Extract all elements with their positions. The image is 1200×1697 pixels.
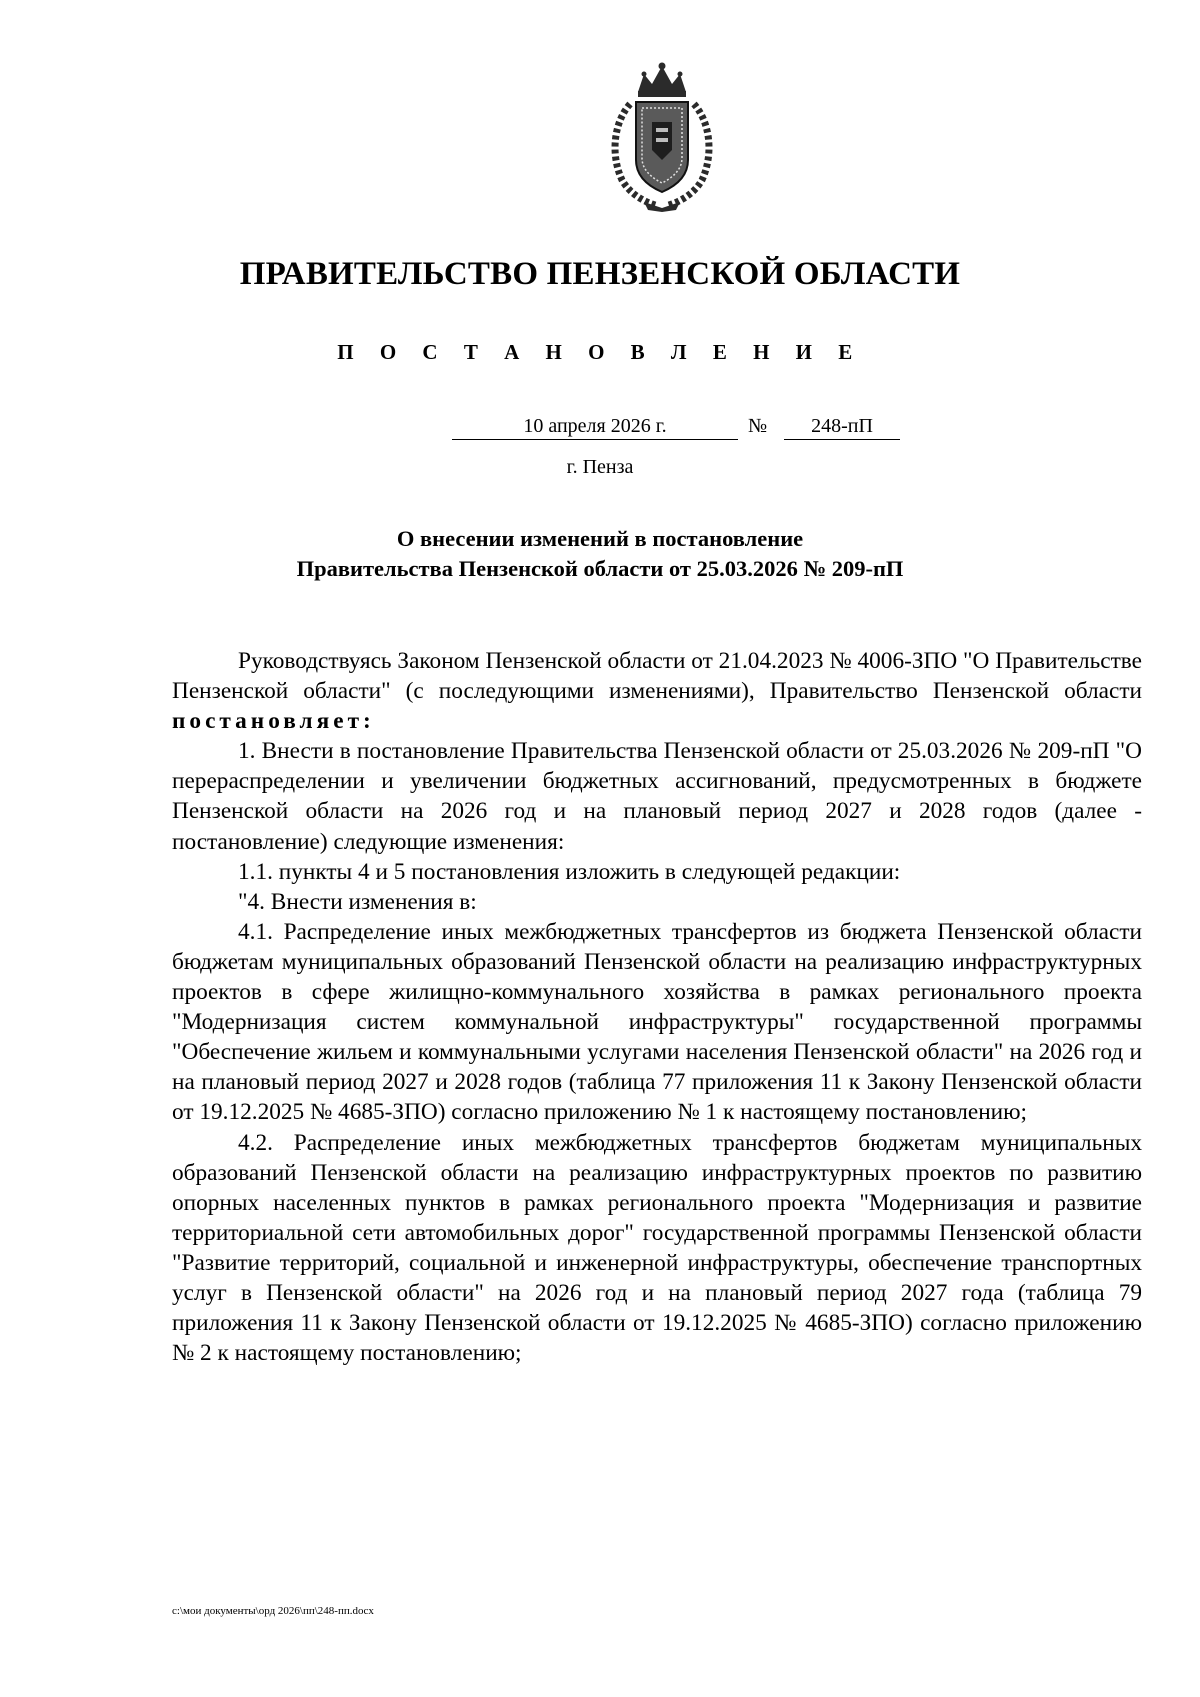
paragraph-4-1: 4.1. Распределение иных межбюджетных трансфертов из бюджета Пензенской области бюджетам муниципальных образований Пензенской области на реализацию инфраструктурных проектов в сфере жилищно-коммунального хозяйства в рамках регионального проекта "Модернизация систем коммунальной инфраструктуры" государственной программы "Обеспечение жильем и коммунальными услугами населения Пензенской области" на 2026 год и на плановый период 2027 и 2028 годов (таблица 77 приложения 11 к Закону Пензенской области от 19.12.2025 № 4685-ЗПО) согласно приложению № 1 к настоящему постановлению;: [172, 918, 1142, 1126]
subject-line-2: Правительства Пензенской области от 25.03.2026 № 209-пП: [296, 556, 904, 581]
preamble-paragraph: [172, 646, 1142, 736]
document-subject: [0, 524, 1200, 584]
subject-line-1: О внесении изменений в постановление: [396, 526, 804, 551]
date-number-row: [452, 414, 912, 442]
document-body: [172, 646, 1142, 1368]
paragraph-1-1: 1.1. пункты 4 и 5 постановления изложить в следующей редакции:: [238, 858, 901, 885]
paragraph-4-2: 4.2. Распределение иных межбюджетных трансфертов бюджетам муниципальных образований Пензенской области на реализацию инфраструктурных проектов по развитию опорных населенных пунктов в рамках регионального проекта "Модернизация и развитие территориальной сети автомобильных дорог" государственной программы Пензенской области "Развитие территорий, социальной и инженерной инфраструктуры, обеспечение транспортных услуг в Пензенской области" на 2026 год и на плановый период 2027 года (таблица 79 приложения 11 к Закону Пензенской области от 19.12.2025 № 4685-ЗПО) согласно приложению № 2 к настоящему постановлению;: [172, 1129, 1142, 1367]
file-path-footer: c:\мои документы\орд 2026\пп\248-пп.docx: [172, 1605, 374, 1617]
government-name: ПРАВИТЕЛЬСТВО ПЕНЗЕНСКОЙ ОБЛАСТИ: [239, 256, 961, 292]
coat-of-arms-emblem: [600, 62, 724, 212]
paragraph-4: "4. Внести изменения в:: [238, 888, 477, 915]
paragraph-1: 1. Внести в постановление Правительства Пензенской области от 25.03.2026 № 209-пП "О перераспределении и увеличении бюджетных ассигнований, предусмотренных в бюджете Пензенской области на 2026 год и на плановый период 2027 и 2028 годов (далее - постановление) следующие изменения:: [172, 738, 1142, 855]
preamble-text: Руководствуясь Законом Пензенской области от 21.04.2023 № 4006-ЗПО "О Правительстве Пензенской области" (с последующими изменениями), Правительство Пензенской области: [172, 648, 1142, 705]
number-sign: №: [748, 415, 768, 437]
document-type: П О С Т А Н О В Л Е Н И Е: [337, 340, 863, 364]
decides-word: постановляет:: [172, 708, 375, 735]
document-number: 248-пП: [784, 414, 900, 440]
document-date: 10 апреля 2026 г.: [452, 414, 738, 440]
city: г. Пенза: [566, 456, 634, 478]
